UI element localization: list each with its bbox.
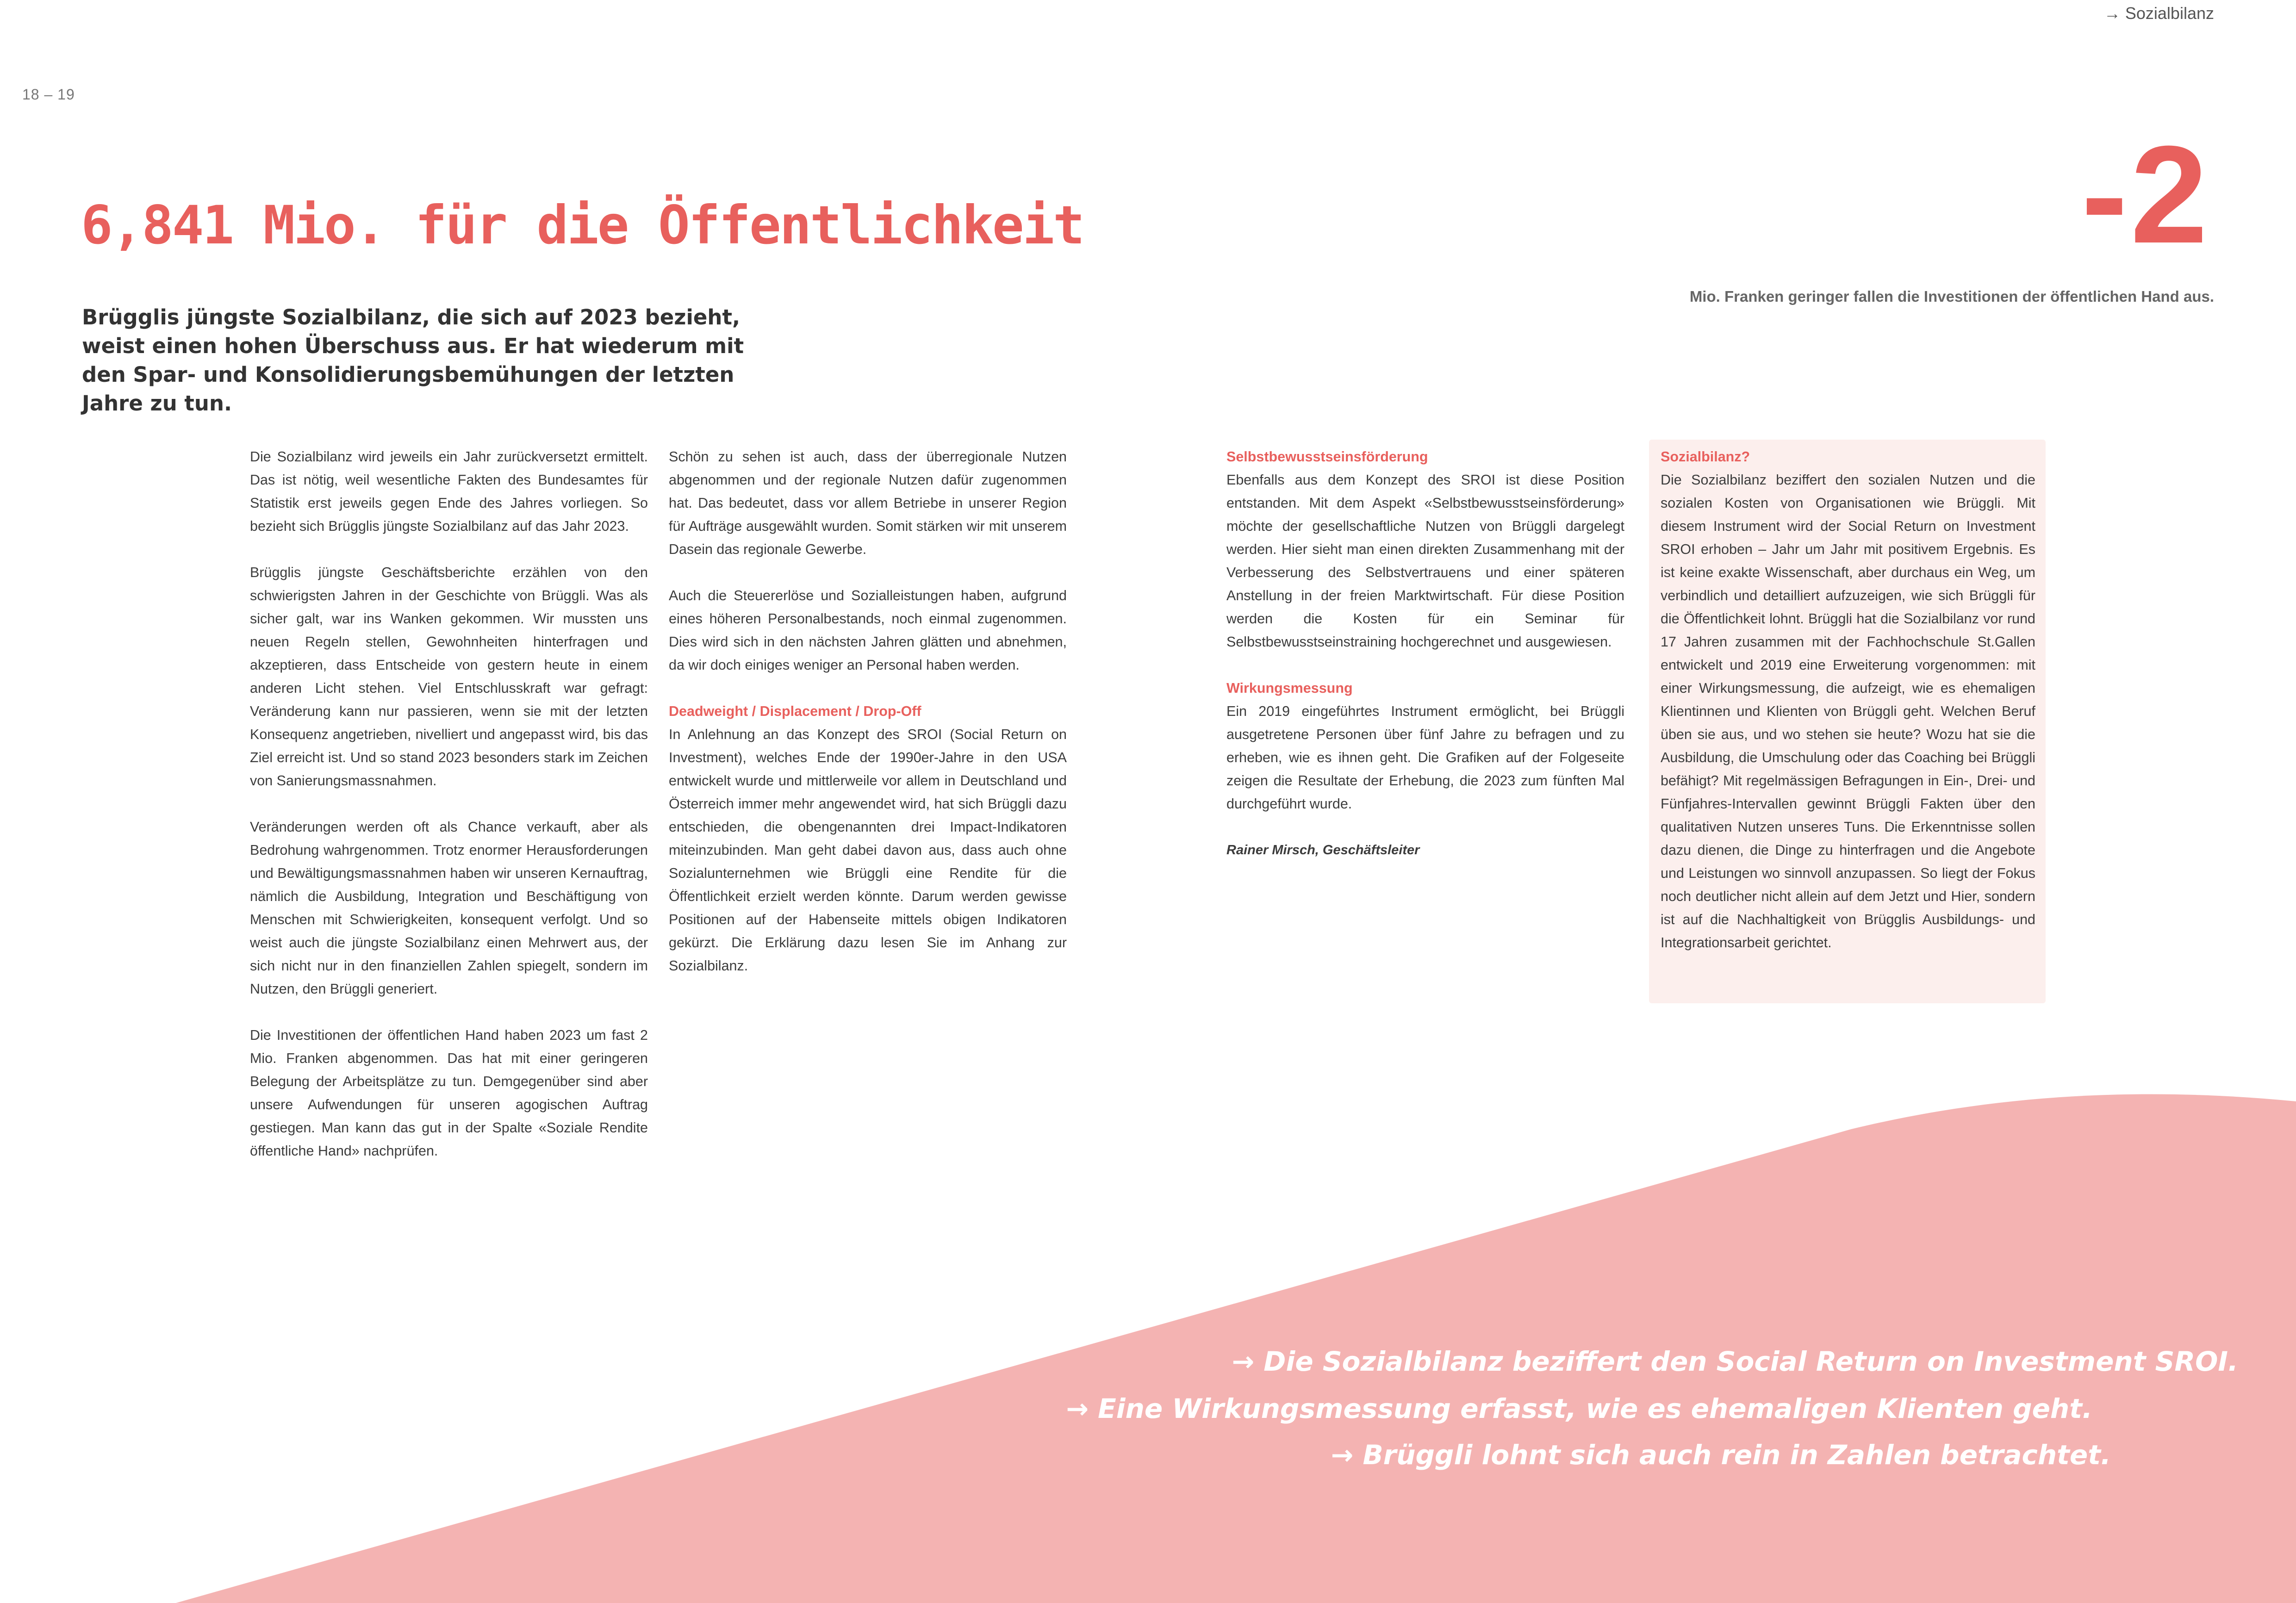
highlight-caption: Mio. Franken geringer fallen die Investitionen der öffentlichen Hand aus. <box>1689 288 2214 305</box>
paragraph: Veränderungen werden oft als Chance verkauft, aber als Bedrohung wahrgenommen. Trotz enormer Herausforderungen und Bewältigungsmassnahmen haben wir unseren Kernauftrag, nämlich die Ausbildung, Integration und Beschäftigung von Menschen mit Schwierigkeiten, konsequent verfolgt. Und so weist auch die jüngste Sozialbilanz einen Mehrwert aus, der sich nicht nur in den finanziellen Zahlen spiegelt, sondern im Nutzen, den Brüggli generiert. <box>250 819 648 997</box>
paragraph: In Anlehnung an das Konzept des SROI (Social Return on Investment), welches Ende der 1990er-Jahre in den USA entwickelt wurde und mittlerweile vor allem in Deutschland und Österreich immer mehr angewendet wird, hat sich Brüggli dazu entschieden, die obengenannten drei Impact-Indikatoren miteinzubinden. Man geht dabei davon aus, dass auch ohne Sozialunternehmen wie Brüggli eine Rendite für die Öffentlichkeit erzielt werden könnte. Darum werden gewisse Positionen auf der Habenseite mittels obigen Indikatoren gekürzt. Die Erklärung dazu lesen Sie im Anhang zur Sozialbilanz. <box>669 727 1067 974</box>
text-column-3 <box>1226 445 1624 862</box>
arrow-right-icon: → <box>2103 4 2121 23</box>
section-label[interactable] <box>2104 4 2214 23</box>
page-title: 6,841 Mio. für die Öffentlichkeit <box>81 194 1083 256</box>
text-column-1 <box>250 445 648 1186</box>
paragraph: Auch die Steuererlöse und Sozialleistungen haben, aufgrund eines höheren Personalbestands, noch einmal zugenommen. Dies wird sich in den nächsten Jahren glätten und abnehmen, da wir doch einiges weniger an Personal haben werden. <box>669 588 1067 673</box>
tagline-3 <box>1331 1439 2111 1471</box>
tagline-text: Die Sozialbilanz beziffert den Social Return on Investment SROI. <box>1263 1346 2238 1377</box>
page-numbers: 18 – 19 <box>22 86 75 103</box>
tagline-text: Eine Wirkungsmessung erfasst, wie es ehemaligen Klienten geht. <box>1098 1393 2092 1424</box>
subheading-deadweight: Deadweight / Displacement / Drop-Off <box>669 703 921 719</box>
text-column-2 <box>669 445 1067 1000</box>
info-box-content <box>1661 445 2035 977</box>
arrow-right-icon: → <box>1331 1439 1354 1471</box>
tagline-2 <box>1066 1393 2092 1424</box>
author-signature: Rainer Mirsch, Geschäftsleiter <box>1226 843 1420 857</box>
info-box-title: Sozialbilanz? <box>1661 449 1750 465</box>
arrow-right-icon: → <box>1232 1346 1255 1377</box>
paragraph: Die Investitionen der öffentlichen Hand haben 2023 um fast 2 Mio. Franken abgenommen. Das hat mit einer geringeren Belegung der Arbeitsplätze zu tun. Demgegenüber sind aber unsere Aufwendungen für unseren agogischen Auftrag gestiegen. Man kann das gut in der Spalte «Soziale Rendite öffentliche Hand» nachprüfen. <box>250 1027 648 1159</box>
paragraph: Ein 2019 eingeführtes Instrument ermöglicht, bei Brüggli ausgetretene Personen über fünf Jahre zu befragen und zu erheben, wie es ihnen geht. Die Grafiken auf der Folgeseite zeigen die Resultate der Erhebung, die 2023 zum fünften Mal durchgeführt wurde. <box>1226 703 1624 812</box>
highlight-number: -2 <box>2081 117 2210 272</box>
paragraph: Brügglis jüngste Geschäftsberichte erzählen von den schwierigsten Jahren in der Geschichte von Brüggli. Was als sicher galt, war ins Wanken gekommen. Wir mussten uns neuen Regeln stellen, Gewohnheiten hinterfragen und akzeptieren, dass Entscheide von gestern heute in einem anderen Licht stehen. Viel Entschlusskraft war gefragt: Veränderung kann nur passieren, wenn sie mit der letzten Konsequenz angetrieben, nivelliert und angepasst wird, bis das Ziel erreicht ist. Und so stand 2023 besonders stark im Zeichen von Sanierungsmassnahmen. <box>250 565 648 789</box>
paragraph: Schön zu sehen ist auch, dass der überregionale Nutzen abgenommen und der regionale Nutzen dafür zugenommen hat. Das bedeutet, dass vor allem Betriebe in unserer Region für Aufträge ausgewählt wurden. Somit stärken wir mit unserem Dasein das regionale Gewerbe. <box>669 449 1067 557</box>
section-label-text: Sozialbilanz <box>2125 4 2214 23</box>
arrow-right-icon: → <box>1066 1393 1089 1424</box>
subheading-wirkungsmessung: Wirkungsmessung <box>1226 680 1353 696</box>
subheading-selbstbewusstsein: Selbstbewusstseinsförderung <box>1226 449 1428 465</box>
lead-paragraph: Brügglis jüngste Sozialbilanz, die sich auf 2023 bezieht, weist einen hohen Überschuss aus. Er hat wiederum mit den Spar- und Konsolidierungsbemühungen der letzten Jahre zu tun. <box>82 305 744 416</box>
paragraph: Ebenfalls aus dem Konzept des SROI ist diese Position entstanden. Mit dem Aspekt «Selbstbewusstseinsförderung» möchte der gesellschaftliche Nutzen von Brüggli dargelegt werden. Hier sieht man einen direkten Zusammenhang mit der Verbesserung des Selbstvertrauens und einer späteren Anstellung in der freien Marktwirtschaft. Für diese Position werden die Kosten für ein Seminar für Selbstbewusstseinstraining hochgerechnet und ausgewiesen. <box>1226 472 1624 650</box>
tagline-1 <box>1232 1346 2238 1377</box>
info-box-text: Die Sozialbilanz beziffert den sozialen Nutzen und die sozialen Kosten von Organisationen wie Brüggli. Mit diesem Instrument wird der Social Return on Investment SROI erhoben – Jahr um Jahr mit positivem Ergebnis. Es ist keine exakte Wissenschaft, aber durchaus ein Weg, um verbindlich und detailliert aufzuzeigen, wie sich Brüggli für die Öffentlichkeit lohnt. Brüggli hat die Sozialbilanz vor rund 17 Jahren zusammen mit der Fachhochschule St.Gallen entwickelt und 2019 eine Erweiterung vorgenommen: mit einer Wirkungsmessung, die aufzeigt, wie es ehemaligen Klientinnen und Klienten von Brüggli geht. Welchen Beruf üben sie aus, und wo stehen sie heute? Wozu hat sie die Ausbildung, die Umschulung oder das Coaching bei Brüggli befähigt? Mit regelmässigen Befragungen in Ein-, Drei- und Fünfjahres-Intervallen gewinnt Brüggli Fakten über den qualitativen Nutzen unseres Tuns. Die Erkenntnisse sollen dazu dienen, die Dinge zu hinterfragen und die Angebote und Leistungen wo sinnvoll anzupassen. So liegt der Fokus noch deutlicher nicht allein auf dem Jetzt und Hier, sondern ist auf die Nachhaltigkeit von Brügglis Ausbildungs- und Integrationsarbeit gerichtet. <box>1661 472 2035 951</box>
paragraph: Die Sozialbilanz wird jeweils ein Jahr zurückversetzt ermittelt. Das ist nötig, weil wesentliche Fakten des Bundesamtes für Statistik erst jeweils gegen Ende des Jahres vorliegen. So bezieht sich Brügglis jüngste Sozialbilanz auf das Jahr 2023. <box>250 449 648 534</box>
tagline-text: Brüggli lohnt sich auch rein in Zahlen betrachtet. <box>1363 1439 2111 1471</box>
